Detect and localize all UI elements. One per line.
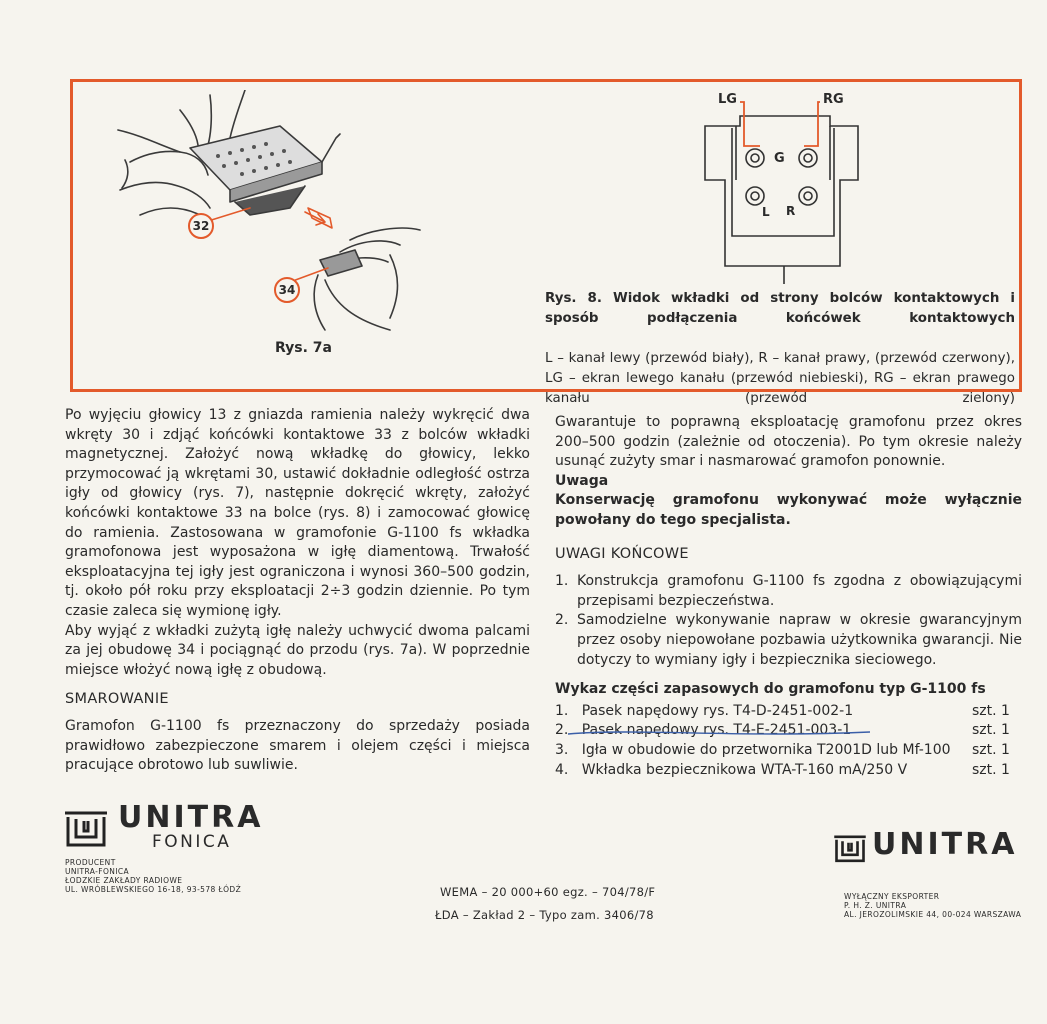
- table-row: 4. Wkładka bezpiecznikowa WTA-T-160 mA/250 V szt. 1: [555, 761, 1010, 778]
- logo-left-sub: FONICA: [152, 832, 232, 852]
- pin-label-g: G: [774, 151, 785, 166]
- paragraph: Gwarantuje to poprawną eksploatację gramofonu przez okres 200–500 godzin (zależnie od otoczenia). Po tym okresie należy usunąć zużyty smar i nasmarować gramofon ponownie.: [555, 414, 1022, 470]
- unitra-logo-icon: [832, 832, 868, 864]
- list-item: 1. Konstrukcja gramofonu G-1100 fs zgodna z obowiązującymi przepisami bezpieczeństwa.: [555, 573, 1022, 609]
- caption-rys-8-title: Rys. 8. Widok wkładki od strony bolców kontaktowych i sposób podłączenia końcówek kontaktowych: [545, 291, 1015, 326]
- caption-rys-8-body: L – kanał lewy (przewód biały), R – kanał prawy, (przewód czerwony), LG – ekran lewego kanału (przewód niebieski), RG – ekran prawego kanału (przewód zielony): [545, 351, 1015, 406]
- caption-rys-8: [545, 289, 1015, 429]
- logo-left-name: UNITRA: [118, 800, 264, 835]
- uwaga-title: Uwaga: [555, 472, 609, 489]
- paragraph: Gramofon G-1100 fs przeznaczony do sprzedaży posiada prawidłowo zabezpieczone smarem i olejem części i miejsca pracujące obrotowo lub suwliwie.: [65, 717, 530, 774]
- print-info-line1: WEMA – 20 000+60 egz. – 704/78/F: [440, 885, 656, 899]
- producer-address: PRODUCENT UNITRA-FONICA ŁODZKIE ZAKŁADY RADIOWE UL. WRÓBLEWSKIEGO 16-18, 93-578 ŁÓDŹ: [65, 858, 242, 894]
- pin-label-lg: LG: [718, 92, 737, 107]
- heading-uwagi-koncowe: UWAGI KOŃCOWE: [555, 545, 689, 562]
- heading-smarowanie: SMAROWANIE: [65, 691, 169, 708]
- pin-label-rg: RG: [823, 92, 844, 107]
- list-item: 2. Samodzielne wykonywanie napraw w okresie gwarancyjnym przez osoby niepowołane pozbawia użytkownika gwarancji. Nie dotyczy to wymiany igły i bezpiecznika sieciowego.: [555, 612, 1022, 668]
- table-row: 2. Pasek napędowy rys. T4-E-2451-003-1 szt. 1: [555, 722, 1010, 739]
- callout-34: 34: [274, 277, 300, 303]
- exporter-address: WYŁĄCZNY EKSPORTER P. H. Z. UNITRA AL. JEROZOLIMSKIE 44, 00-024 WARSZAWA: [844, 892, 1022, 919]
- logo-right-name: UNITRA: [872, 827, 1018, 862]
- notes-list: [555, 572, 1022, 670]
- pin-label-r: R: [786, 204, 796, 218]
- paragraph: Aby wyjąć z wkładki zużytą igłę należy uchwycić dwoma palcami za jej obudowę 34 i pociągnąć do przodu (rys. 7a). W poprzednie miejsce włożyć nową igłę z obudową.: [65, 622, 530, 678]
- caption-rys-7a: Rys. 7a: [275, 340, 332, 356]
- pin-label-l: L: [762, 205, 770, 219]
- paragraph: Po wyjęciu głowicy 13 z gniazda ramienia należy wykręcić dwa wkręty 30 i zdjąć końcówki kontaktowe 33 z bolców wkładki magnetycznej. Założyć nową wkładkę do głowicy, lekko przymocować ją wkrętami 30, ustawić dokładnie odległość ostrza igły od głowicy (rys. 7), następnie dokręcić wkręty, założyć końcówki kontaktowe 33 na bolce (rys. 8) i zamocować głowicę do ramienia. Zastosowana w gramofonie G-1100 fs wkładka gramofonowa jest wyposażona w igłę diamentową. Trwałość eksploatacyjna tej igły jest ograniczona i wynosi 360–500 godzin, tj. około pół roku przy eksploatacji 2÷3 godzin dziennie. Po tym czasie zaleca się wymionę igły.: [65, 407, 530, 619]
- parts-title: Wykaz części zapasowych do gramofonu typ G-1100 fs: [555, 681, 986, 698]
- print-info-line2: ŁDA – Zakład 2 – Typo zam. 3406/78: [435, 908, 654, 922]
- callout-32: 32: [188, 213, 214, 239]
- table-row: 3. Igła w obudowie do przetwornika T2001D lub Mf-100 szt. 1: [555, 741, 1010, 758]
- hand-cartridge-illustration: [100, 90, 430, 340]
- left-column: [65, 406, 530, 776]
- cartridge-pin-diagram: [700, 88, 870, 288]
- uwaga-text: Konserwację gramofonu wykonywać może wyłącznie powołany do tego specjalista.: [555, 492, 1022, 528]
- pen-strike-mark: [560, 722, 880, 742]
- unitra-logo-icon: [62, 807, 110, 849]
- table-row: 1. Pasek napędowy rys. T4-D-2451-002-1 szt. 1: [555, 702, 1010, 719]
